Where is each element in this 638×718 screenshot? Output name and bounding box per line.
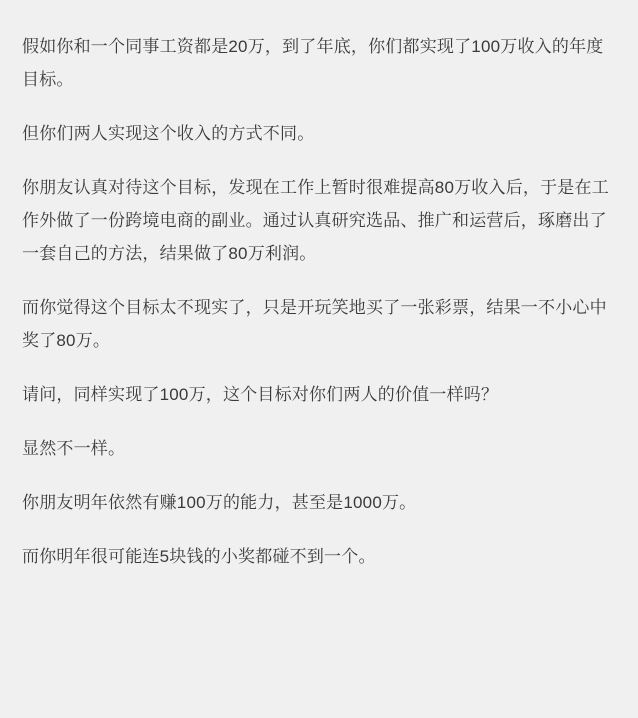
- paragraph: 你朋友认真对待这个目标，发现在工作上暂时很难提高80万收入后，于是在工作外做了一份跨境电商的副业。通过认真研究选品、推广和运营后，琢磨出了一套自己的方法，结果做了80万利润。: [22, 178, 609, 263]
- paragraph: 而你觉得这个目标太不现实了，只是开玩笑地买了一张彩票，结果一不小心中奖了80万。: [22, 298, 607, 350]
- paragraph: 假如你和一个同事工资都是20万，到了年底，你们都实现了100万收入的年度目标。: [22, 37, 604, 89]
- paragraph: 而你明年很可能连5块钱的小奖都碰不到一个。: [22, 547, 376, 566]
- paragraph: 但你们两人实现这个收入的方式不同。: [22, 124, 315, 143]
- paragraph: 你朋友明年依然有赚100万的能力，甚至是1000万。: [22, 493, 417, 512]
- paragraph: 显然不一样。: [22, 439, 126, 458]
- paragraph: 请问，同样实现了100万，这个目标对你们两人的价值一样吗？: [22, 385, 499, 404]
